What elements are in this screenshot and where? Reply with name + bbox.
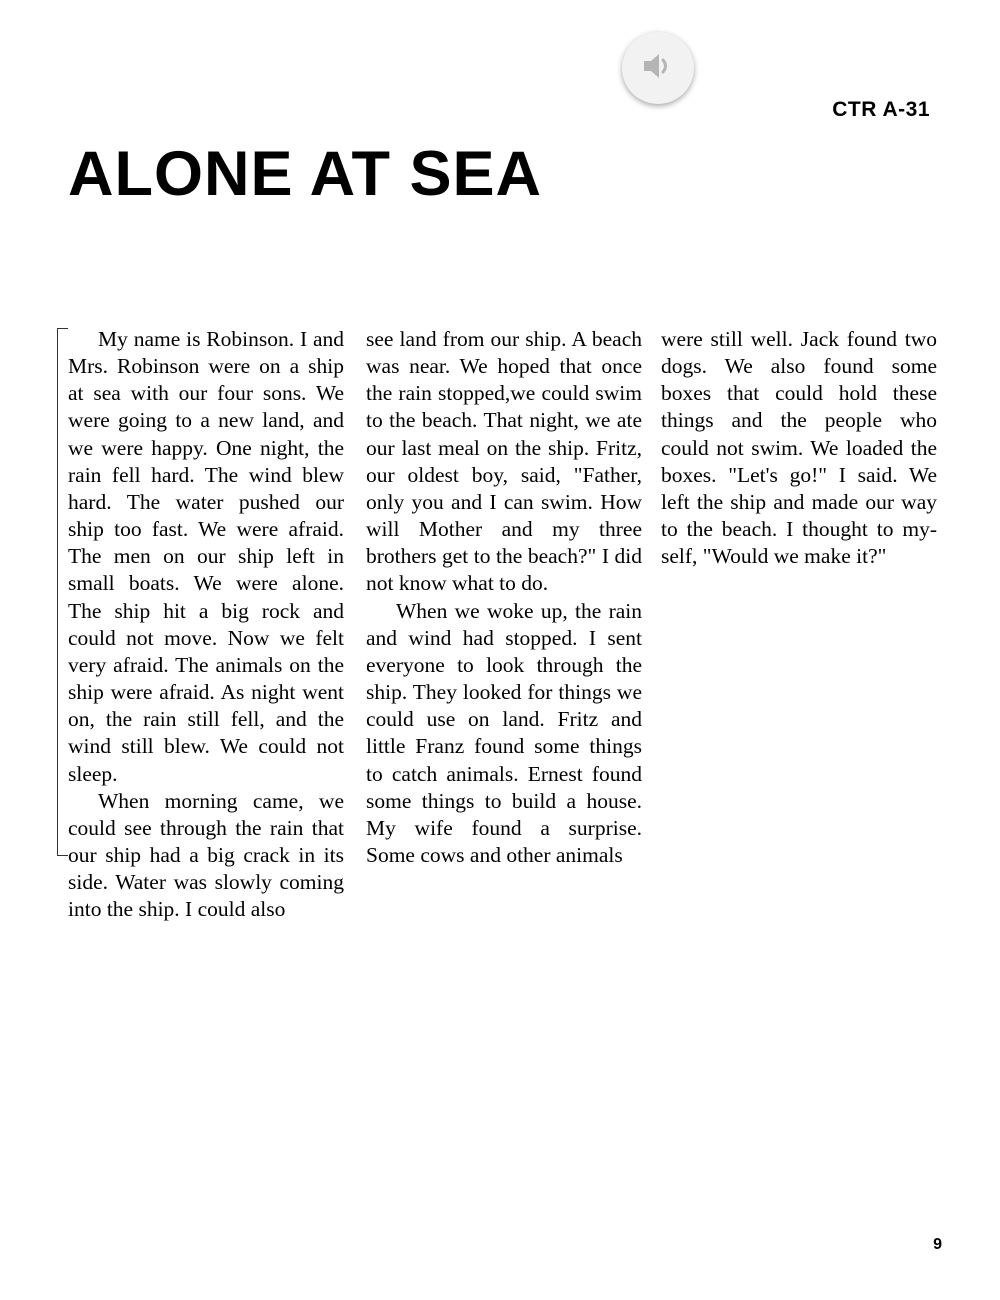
story-paragraph: When morning came, we could see through the rain that our ship had a big crack in its side. Water was slowly coming into the ship. I could also (68, 788, 344, 922)
story-paragraph: see land from our ship. A beach was near. We hoped that once the rain stopped,we could swim to the beach. That night, we ate our last meal on the ship. Fritz, our oldest boy, said, "Father, only you and I can swim. How will Mother and my three brothers get to the beach?" I did not know what to do. (366, 327, 642, 596)
page-title: ALONE AT SEA (68, 139, 543, 209)
audio-play-button[interactable] (622, 32, 694, 104)
story-paragraph: were still well. Jack found two dogs. We also found some boxes that could hold these things and the people who could not swim. We loaded the boxes. "Let's go!" I said. We left the ship and made our way to the beach. I thought to myself, "Would we make it?" (661, 327, 937, 569)
story-column-3 (661, 326, 937, 570)
story-paragraph: My name is Robinson. I and Mrs. Robinson were on a ship at sea with our four sons. We were going to a new land, and we were happy. One night, the rain fell hard. The wind blew hard. The water pushed our ship too fast. We were afraid. The men on our ship left in small boats. We were alone. The ship hit a big rock and could not move. Now we felt very afraid. The animals on the ship were afraid. As night went on, the rain still fell, and the wind still blew. We could not sleep. (68, 327, 344, 786)
story-column-2 (366, 326, 642, 869)
story-paragraph: When we woke up, the rain and wind had stopped. I sent everyone to look through the ship. They looked for things we could use on land. Fritz and little Franz found some things to catch animals. Ernest found some things to build a house. My wife found a surprise. Some cows and other animals (366, 598, 642, 867)
story-column-1 (68, 326, 344, 923)
document-code: CTR A-31 (832, 98, 930, 121)
passage-bracket (57, 328, 68, 856)
page-number: 9 (933, 1236, 942, 1253)
speaker-icon (641, 51, 675, 86)
